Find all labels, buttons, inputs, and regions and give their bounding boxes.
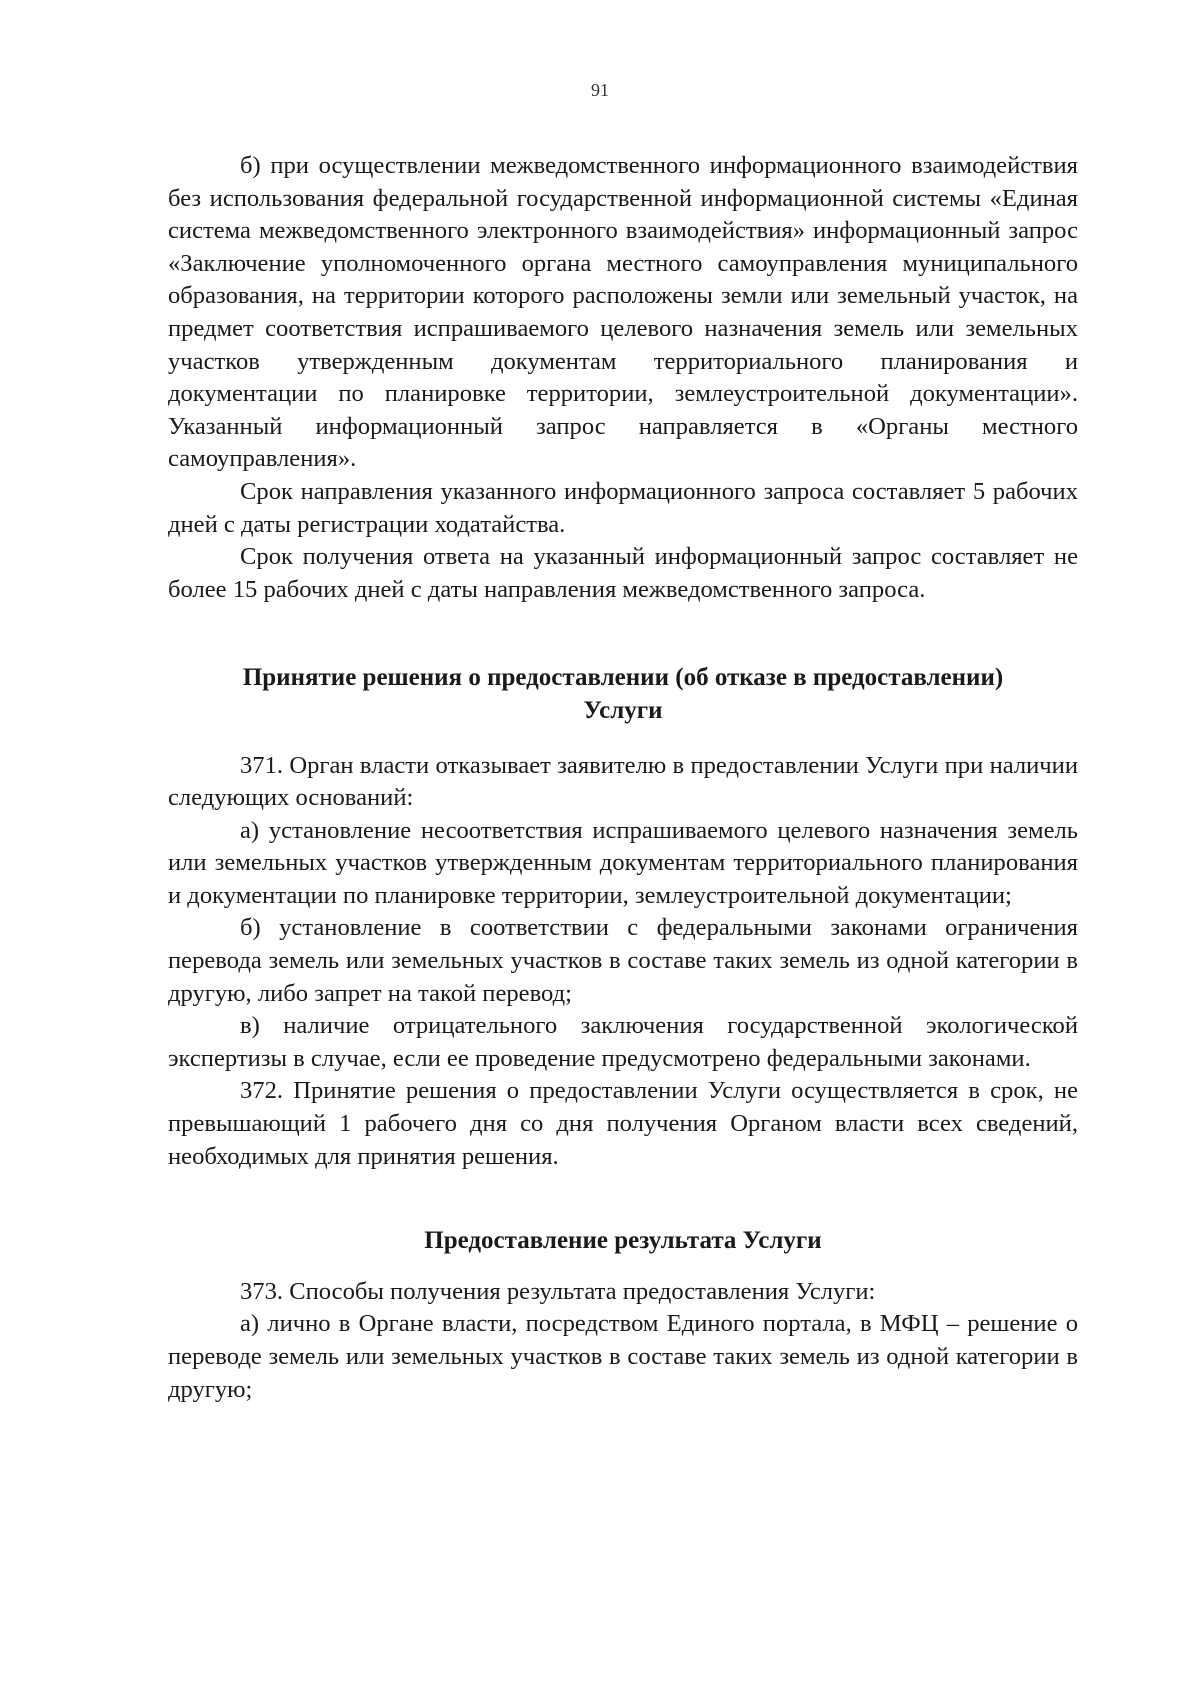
paragraph-371-a: а) установление несоответствия испрашиваемого целевого назначения земель или земельных участков утвержденным документам территориального планирования и документации по планировке территории, землеустроительной документации; bbox=[168, 816, 1078, 909]
paragraph-372: 372. Принятие решения о предоставлении Услуги осуществляется в срок, не превышающий 1 рабочего дня со дня получения Органом власти всех сведений, необходимых для принятия решения. bbox=[168, 1077, 1078, 1170]
paragraph-b-info-request: б) при осуществлении межведомственного информационного взаимодействия без использования федеральной государственной информационной системы «Единая система межведомственного электронного взаимодействия» информационный запрос «Заключение уполномоченного органа местного самоуправления муниципального образования, на территории которого расположены земли или земельный участок, на предмет соответствия испрашиваемого целевого назначения земель или земельных участков утвержденным документам территориального планирования и документации по планировке территории, землеустроительной документации». Указанный информационный запрос направляется в «Органы местного самоуправления». bbox=[168, 152, 1078, 473]
heading-line-1: Принятие решения о предоставлении (об отказе в предоставлении) bbox=[242, 664, 1004, 692]
paragraph-371-b: б) установление в соответствии с федеральными законами ограничения перевода земель или земельных участков в составе таких земель из одной категории в другую, либо запрет на такой перевод; bbox=[168, 914, 1078, 1007]
section-heading-result: Предоставление результата Услуги bbox=[424, 1227, 822, 1255]
page-number: 91 bbox=[591, 80, 609, 100]
document-body bbox=[168, 150, 1078, 1406]
section-heading-decision bbox=[168, 662, 1078, 727]
paragraph-373: 373. Способы получения результата предоставления Услуги: bbox=[240, 1277, 876, 1305]
paragraph-373-a: а) лично в Органе власти, посредством Единого портала, в МФЦ – решение о переводе земель или земельных участков в составе таких земель из одной категории в другую; bbox=[168, 1310, 1078, 1403]
paragraph-371: 371. Орган власти отказывает заявителю в предоставлении Услуги при наличии следующих оснований: bbox=[168, 751, 1078, 812]
paragraph-371-v: в) наличие отрицательного заключения государственной экологической экспертизы в случае, если ее проведение предусмотрено федеральными законами. bbox=[168, 1012, 1078, 1072]
paragraph-request-term: Срок направления указанного информационного запроса составляет 5 рабочих дней с даты регистрации ходатайства. bbox=[168, 477, 1078, 538]
heading-line-2: Услуги bbox=[583, 696, 663, 724]
paragraph-response-term: Срок получения ответа на указанный информационный запрос составляет не более 15 рабочих дней с даты направления межведомственного запроса. bbox=[168, 543, 1078, 603]
